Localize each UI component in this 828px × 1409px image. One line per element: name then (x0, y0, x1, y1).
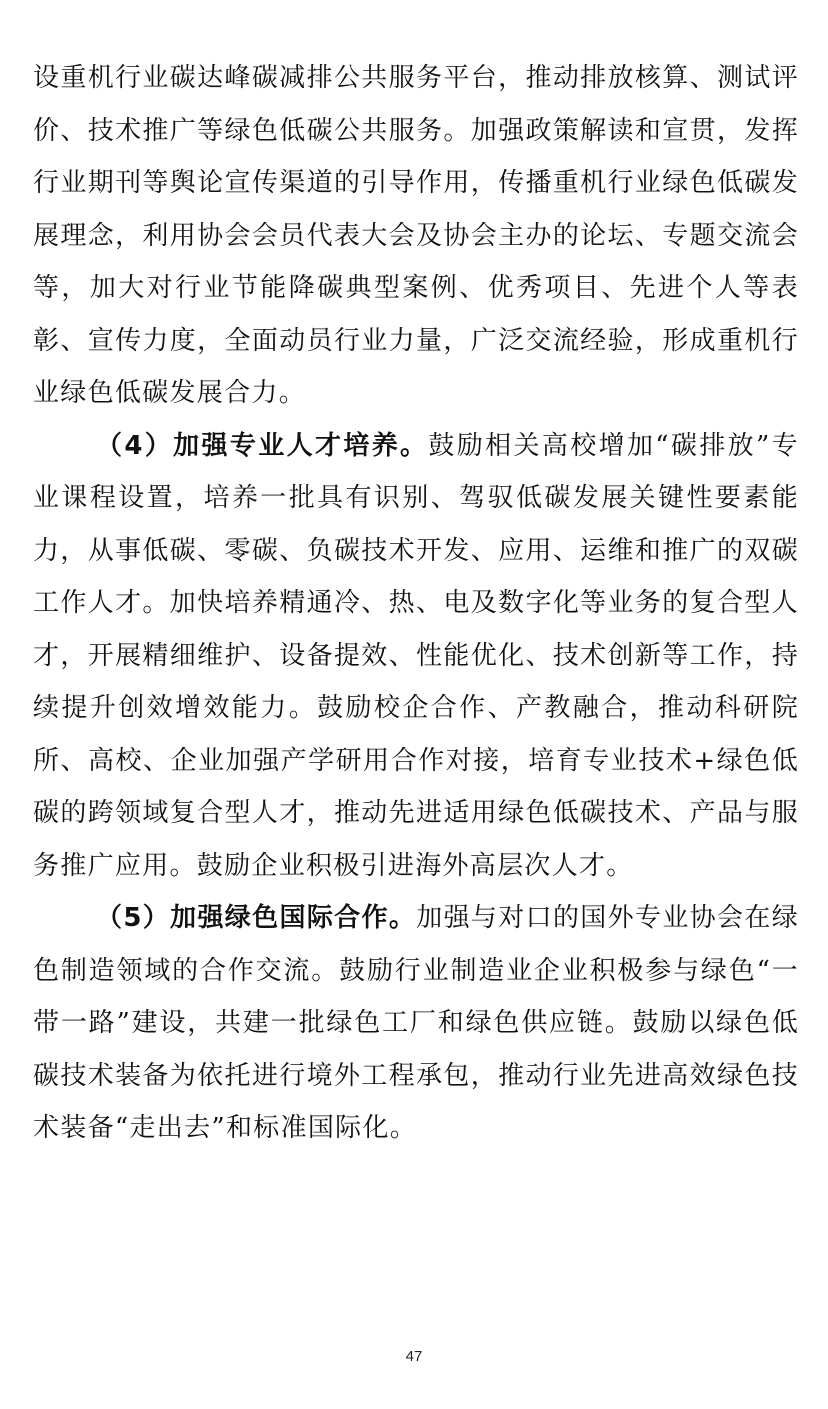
paragraph-body: 加强与对口的国外专业协会在绿色制造领域的合作交流。鼓励行业制造业企业积极参与绿色“一带一路”建设，共建一批绿色工厂和绿色供应链。鼓励以绿色低碳技术装备为依托进行境外工程承包，推动行业先进高效绿色技术装备“走出去”和标准国际化。 (33, 903, 799, 1143)
paragraph-talent-cultivation (33, 420, 799, 893)
page-number: 47 (405, 1348, 423, 1365)
paragraph-international-cooperation (33, 892, 799, 1155)
section-heading-international: （5）加强绿色国际合作。 (96, 903, 417, 933)
paragraph-body: 设重机行业碳达峰碳减排公共服务平台，推动排放核算、测试评价、技术推广等绿色低碳公共服务。加强政策解读和宣贯，发挥行业期刊等舆论宣传渠道的引导作用，传播重机行业绿色低碳发展理念，利用协会会员代表大会及协会主办的论坛、专题交流会等，加大对行业节能降碳典型案例、优秀项目、先进个人等表彰、宣传力度，全面动员行业力量，广泛交流经验，形成重机行业绿色低碳发展合力。 (33, 63, 799, 408)
document-body (33, 52, 799, 1155)
section-heading-talent: （4）加强专业人才培养。 (96, 430, 429, 461)
paragraph-body: 鼓励相关高校增加“碳排放”专业课程设置，培养一批具有识别、驾驭低碳发展关键性要素能力，从事低碳、零碳、负碳技术开发、应用、运维和推广的双碳工作人才。加快培养精通冷、热、电及数字化等业务的复合型人才，开展精细维护、设备提效、性能优化、技术创新等工作，持续提升创效增效能力。鼓励校企合作、产教融合，推动科研院所、高校、企业加强产学研用合作对接，培育专业技术+绿色低碳的跨领域复合型人才，推动先进适用绿色低碳技术、产品与服务推广应用。鼓励企业积极引进海外高层次人才。 (33, 430, 799, 881)
paragraph-public-service-platform (33, 52, 799, 420)
